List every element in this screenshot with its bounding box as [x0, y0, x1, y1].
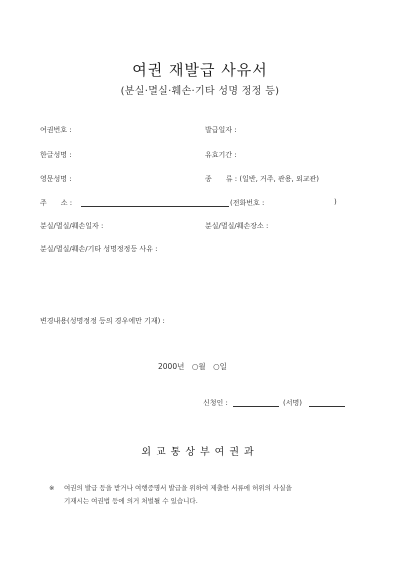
reason-label: 분실/멸실/훼손/기타 성명정정등 사유 :	[40, 245, 158, 253]
issue-date-label: 발급일자 :	[205, 126, 237, 134]
signature-underline	[309, 398, 345, 407]
date-line: 2000년 ○월 ○일	[158, 362, 227, 371]
korean-name-label: 한글성명 :	[40, 151, 72, 159]
passport-number-label: 여권번호 :	[40, 126, 72, 134]
note-mark: ※	[49, 484, 55, 492]
english-name-label: 영문성명 :	[40, 175, 72, 183]
applicant-underline	[233, 398, 279, 407]
phone-close-paren: )	[334, 198, 337, 206]
note-line-2: 기재시는 여권법 등에 의거 처벌될 수 있습니다.	[64, 497, 198, 505]
document-title: 여권 재발급 사유서	[132, 61, 268, 79]
note-line-1: 여권의 발급 등을 받거나 여행증명서 발급을 위하여 제출한 서류에 허위의 사실을	[64, 484, 292, 492]
address-label: 주 소 :	[40, 199, 73, 207]
signature-label: (서명)	[283, 399, 302, 407]
expiry-date-label: 유효기간 :	[205, 151, 237, 159]
issuing-organization: 외교통상부여권과	[141, 447, 259, 458]
phone-label: (전화번호 :	[230, 199, 265, 207]
change-content-label: 변경내용(성명정정 등의 경우에만 기재) :	[40, 317, 165, 325]
document-subtitle: (분실·멸실·훼손·기타 성명 정정 등)	[120, 86, 280, 97]
loss-place-label: 분실/멸실/훼손장소 :	[205, 222, 269, 230]
passport-type-label: 종 류 : (일반, 거주, 관용, 외교관)	[205, 175, 320, 183]
loss-date-label: 분실/멸실/훼손일자 :	[40, 222, 104, 230]
address-underline	[81, 198, 229, 207]
applicant-label: 신청인 :	[203, 399, 228, 407]
